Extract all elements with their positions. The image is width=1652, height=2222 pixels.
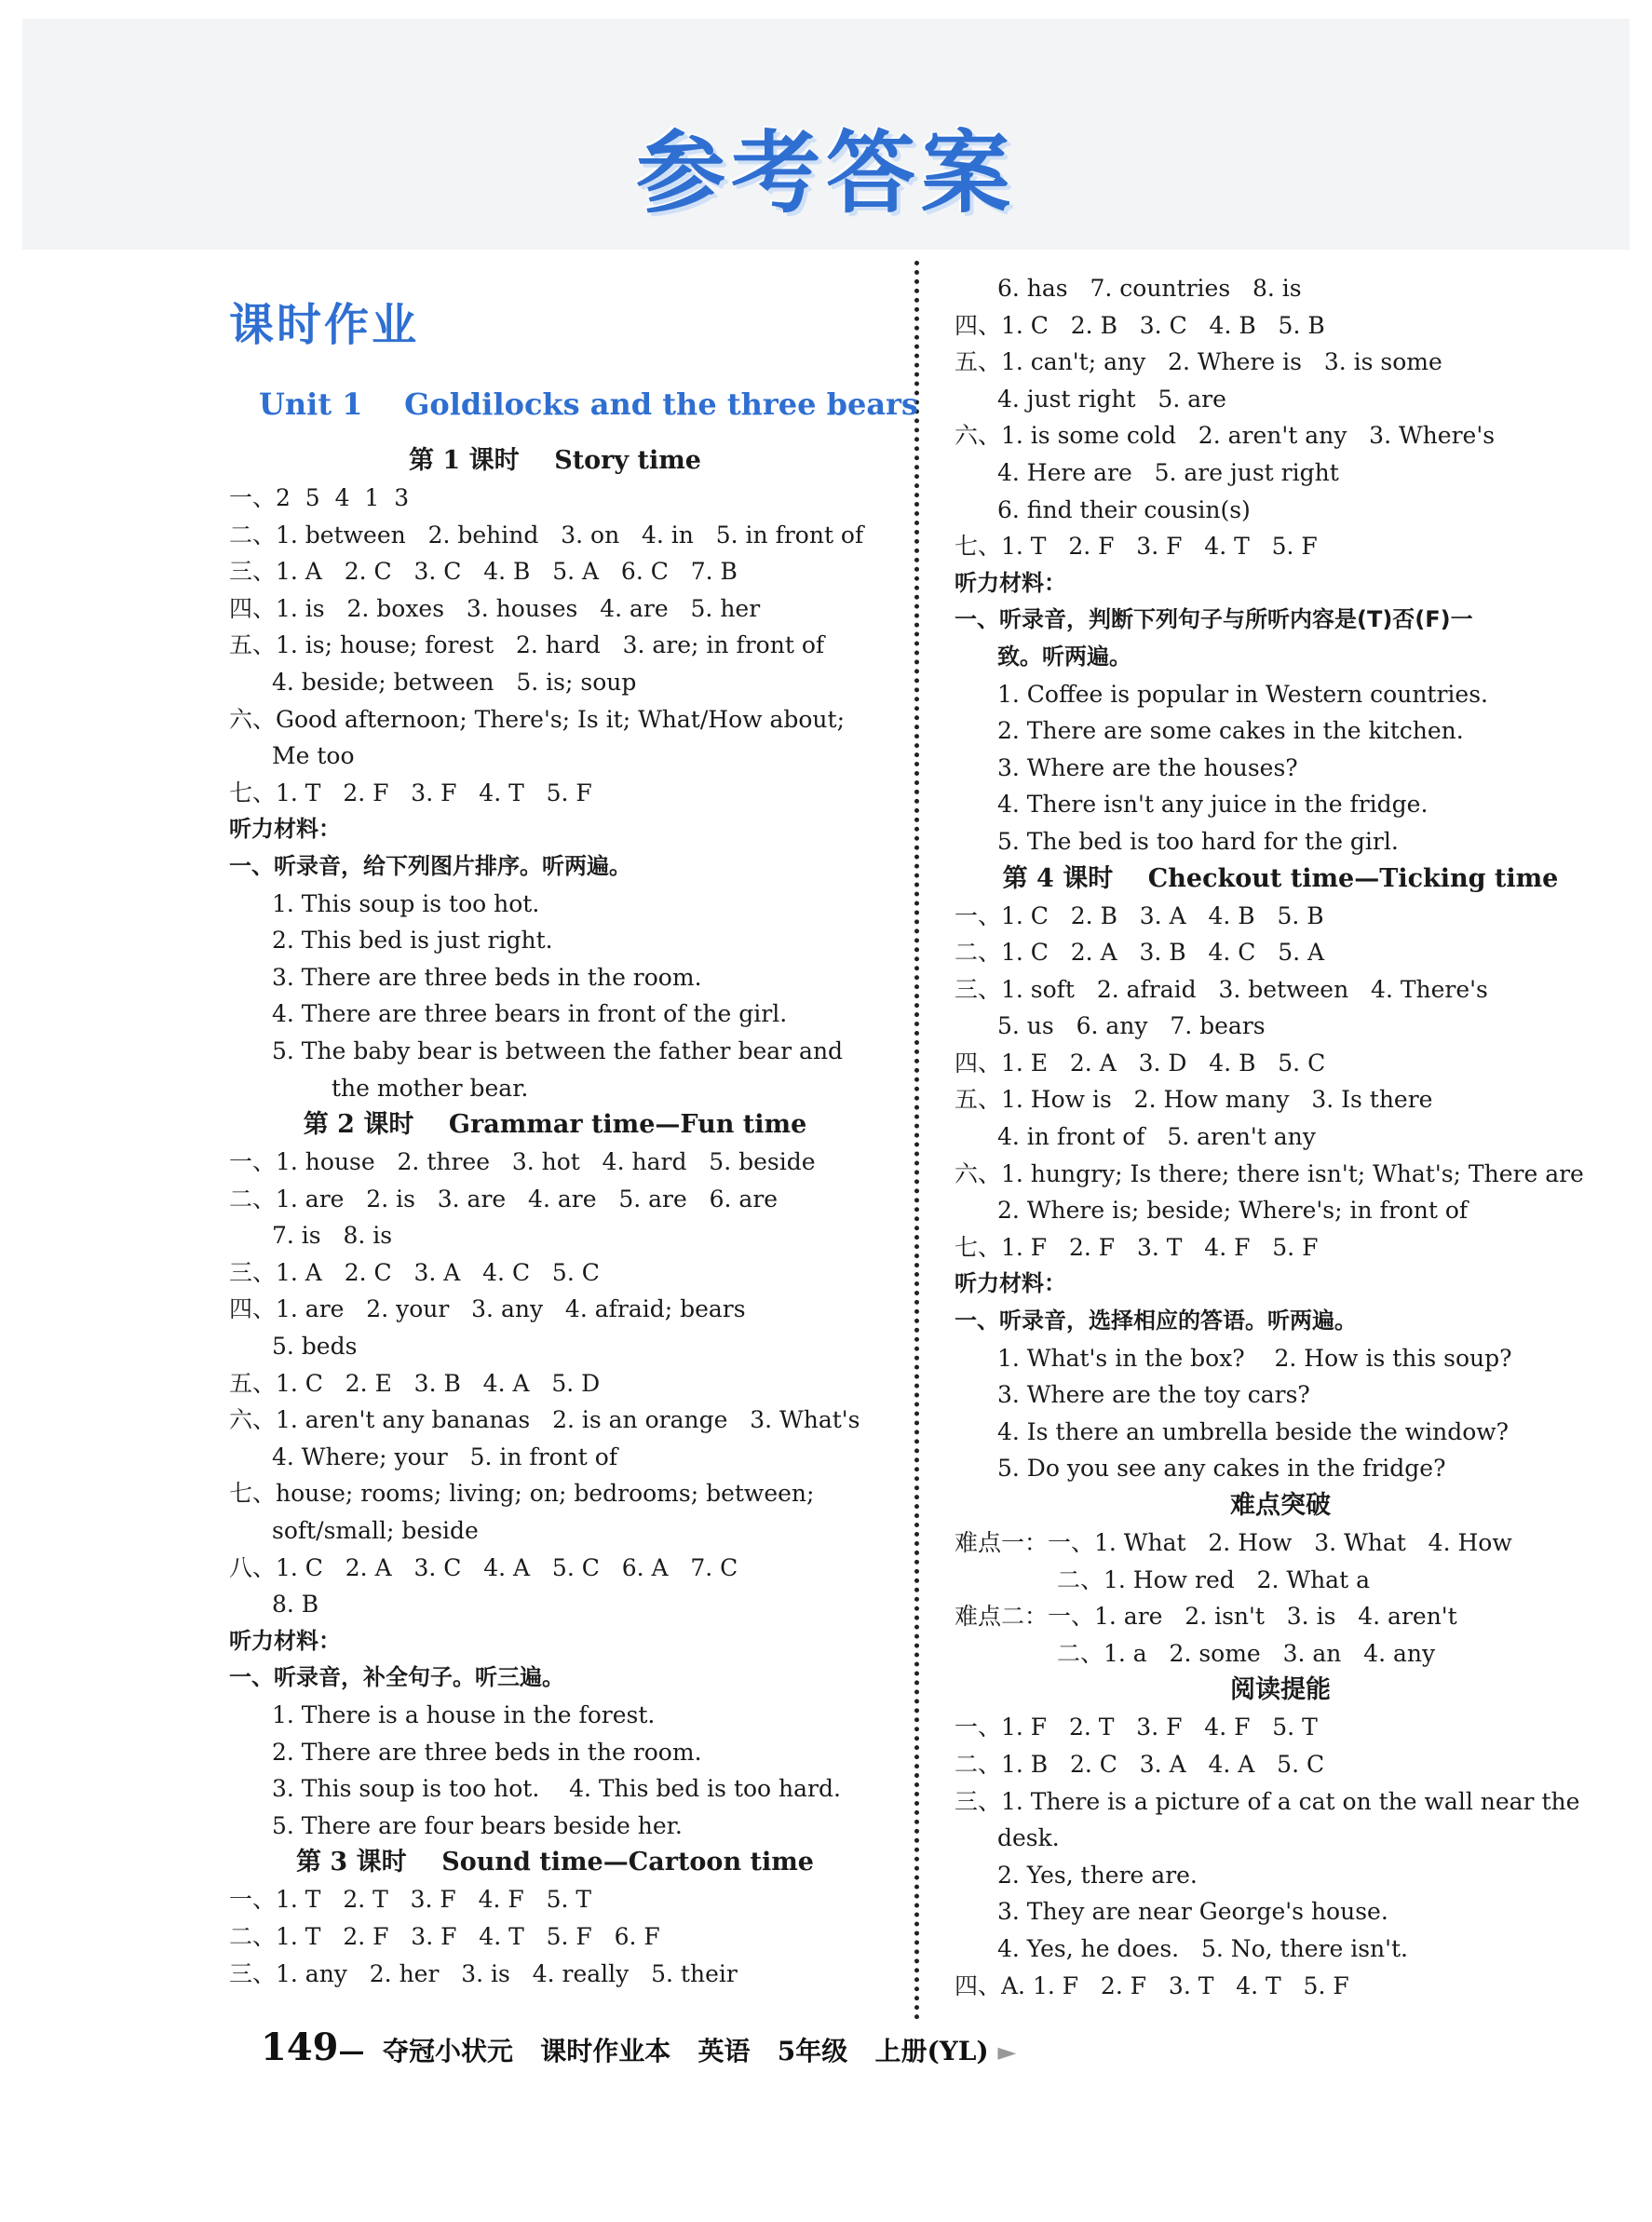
lesson-heading: 第 4 课时 Checkout time—Ticking time: [1002, 863, 1559, 893]
answer-line: 6. has 7. countries 8. is: [997, 275, 1302, 302]
lesson-heading: 第 2 课时 Grammar time—Fun time: [303, 1110, 807, 1140]
answer-line: soft/small; beside: [272, 1517, 479, 1545]
answer-line: 4. beside; between 5. is; soup: [272, 668, 637, 696]
answer-line: 3. Where are the houses?: [997, 753, 1298, 781]
left-column: [229, 270, 918, 1992]
answer-line: 三、1. A 2. C 3. C 4. B 5. A 6. C 7. B: [229, 558, 738, 586]
answer-line: 六、1. hungry; Is there; there isn't; What's; There are: [955, 1159, 1584, 1187]
answer-line: 二、1. How red 2. What a: [1057, 1565, 1370, 1593]
answer-line: 5. The baby bear is between the father bear and: [272, 1036, 844, 1064]
answer-line: 3. They are near George's house.: [997, 1898, 1388, 1926]
answer-line: 听力材料：: [229, 816, 341, 843]
answer-line: 4. Where; your 5. in front of: [272, 1443, 618, 1470]
answer-line: 听力材料：: [955, 569, 1066, 596]
answer-line: 2. Where is; beside; Where's; in front of: [997, 1197, 1469, 1225]
answer-line: 一、听录音，补全句子。听三遍。: [229, 1664, 564, 1691]
lesson-heading: 阅读提能: [1230, 1675, 1331, 1705]
page-number: 149: [261, 2026, 339, 2069]
right-column: [955, 270, 1606, 2004]
answer-line: 5. us 6. any 7. bears: [997, 1012, 1266, 1040]
answer-line: 4. Yes, he does. 5. No, there isn't.: [997, 1934, 1409, 1962]
answer-line: 3. Where are the toy cars?: [997, 1381, 1310, 1409]
answer-line: 1. There is a house in the forest.: [272, 1701, 656, 1728]
answer-line: 一、1. T 2. T 3. F 4. F 5. T: [229, 1886, 592, 1914]
answer-line: the mother bear.: [332, 1074, 529, 1102]
answer-line: 二、1. T 2. F 3. F 4. T 5. F 6. F: [229, 1922, 660, 1950]
answer-line: 4. in front of 5. aren't any: [997, 1123, 1316, 1151]
answer-line: 2. There are three beds in the room.: [272, 1738, 702, 1766]
arrow-icon: ►: [997, 2039, 1017, 2066]
right-answer-list: [955, 270, 1606, 2004]
answer-line: 1. What's in the box? 2. How is this soup?: [997, 1344, 1512, 1372]
page-footer: [261, 2026, 1016, 2069]
answer-line: desk.: [997, 1824, 1060, 1852]
answer-line: 三、1. There is a picture of a cat on the wall near the: [955, 1787, 1580, 1815]
answer-line: 一、听录音，选择相应的答语。听两遍。: [955, 1307, 1357, 1335]
answer-line: 一、听录音，判断下列句子与所听内容是(T)否(F)一: [955, 606, 1473, 633]
answer-line: 六、1. is some cold 2. aren't any 3. Where's: [955, 422, 1496, 450]
answer-line: 3. There are three beds in the room.: [272, 963, 702, 991]
answer-line: 4. There isn't any juice in the fridge.: [997, 791, 1429, 819]
answer-line: 4. Is there an umbrella beside the window?: [997, 1417, 1510, 1445]
column-divider: [914, 261, 919, 2021]
answer-line: 1. This soup is too hot.: [272, 889, 540, 917]
answer-line: 5. beds: [272, 1333, 358, 1361]
answer-line: 2. This bed is just right.: [272, 927, 553, 955]
answer-line: 六、Good afternoon; There's; Is it; What/How about;: [229, 705, 845, 733]
answer-line: 七、1. F 2. F 3. T 4. F 5. F: [955, 1233, 1319, 1261]
page-title: 参考答案: [636, 121, 1016, 225]
answer-line: 一、1. house 2. three 3. hot 4. hard 5. beside: [229, 1148, 816, 1176]
answer-line: 四、1. C 2. B 3. C 4. B 5. B: [955, 311, 1325, 339]
answer-line: 5. There are four bears beside her.: [272, 1811, 683, 1839]
answer-line: 6. find their cousin(s): [997, 495, 1251, 523]
answer-line: 4. Here are 5. are just right: [997, 458, 1339, 486]
answer-line: 5. The bed is too hard for the girl.: [997, 827, 1399, 855]
answer-line: 二、1. between 2. behind 3. on 4. in 5. in front of: [229, 521, 864, 549]
answer-line: 三、1. any 2. her 3. is 4. really 5. their: [229, 1959, 738, 1987]
answer-line: 六、1. aren't any bananas 2. is an orange 3. What's: [229, 1406, 860, 1434]
answer-line: 五、1. is; house; forest 2. hard 3. are; in front of: [229, 631, 825, 659]
lesson-heading: 难点突破: [1230, 1491, 1331, 1520]
answer-line: 三、1. A 2. C 3. A 4. C 5. C: [229, 1258, 600, 1286]
answer-line: 一、1. F 2. T 3. F 4. F 5. T: [955, 1714, 1318, 1741]
answer-line: 8. B: [272, 1591, 319, 1619]
answer-line: 听力材料：: [229, 1627, 341, 1654]
answer-line: 三、1. soft 2. afraid 3. between 4. There's: [955, 975, 1488, 1003]
answer-line: Me too: [272, 742, 355, 770]
answer-line: 3. This soup is too hot. 4. This bed is too hard.: [272, 1775, 841, 1803]
answer-line: 四、1. is 2. boxes 3. houses 4. are 5. her: [229, 594, 761, 622]
lesson-heading: 第 1 课时 Story time: [409, 446, 701, 475]
answer-line: 八、1. C 2. A 3. C 4. A 5. C 6. A 7. C: [229, 1553, 738, 1581]
answer-line: 4. just right 5. are: [997, 385, 1226, 413]
answer-line: 4. There are three bears in front of the girl.: [272, 1000, 788, 1028]
answer-line: 二、1. B 2. C 3. A 4. A 5. C: [955, 1750, 1325, 1778]
answer-line: 五、1. can't; any 2. Where is 3. is some: [955, 348, 1442, 376]
answer-line: 2. Yes, there are.: [997, 1861, 1198, 1889]
answer-line: 四、A. 1. F 2. F 3. T 4. T 5. F: [955, 1971, 1349, 1999]
answer-line: 1. Coffee is popular in Western countries.: [997, 680, 1488, 708]
answer-line: 5. Do you see any cakes in the fridge?: [997, 1455, 1446, 1483]
answer-line: 7. is 8. is: [272, 1222, 393, 1250]
answer-line: 一、1. C 2. B 3. A 4. B 5. B: [955, 901, 1324, 929]
lesson-heading: 第 3 课时 Sound time—Cartoon time: [296, 1848, 814, 1877]
answer-line: 听力材料：: [955, 1270, 1066, 1297]
answer-line: 二、1. a 2. some 3. an 4. any: [1057, 1639, 1436, 1667]
answer-line: 四、1. E 2. A 3. D 4. B 5. C: [955, 1049, 1326, 1077]
answer-line: 七、house; rooms; living; on; bedrooms; between;: [229, 1480, 815, 1508]
answer-line: 致。听两遍。: [997, 643, 1131, 670]
answer-line: 七、1. T 2. F 3. F 4. T 5. F: [229, 779, 592, 806]
answer-line: 难点一：一、1. What 2. How 3. What 4. How: [955, 1529, 1512, 1556]
footer-book-title: — 夺冠小状元 课时作业本 英语 5年级 上册(YL): [338, 2036, 989, 2066]
answer-line: 一、2 5 4 1 3: [229, 484, 410, 511]
answer-line: 二、1. C 2. A 3. B 4. C 5. A: [955, 939, 1325, 967]
section-title: 课时作业: [229, 299, 420, 351]
answer-line: 一、听录音，给下列图片排序。听两遍。: [229, 852, 631, 879]
answer-line: 七、1. T 2. F 3. F 4. T 5. F: [955, 533, 1318, 561]
unit-title: Unit 1 Goldilocks and the three bears: [259, 386, 918, 422]
answer-line: 二、1. are 2. is 3. are 4. are 5. are 6. are: [229, 1185, 779, 1213]
answer-line: 五、1. How is 2. How many 3. Is there: [955, 1086, 1433, 1114]
left-answer-list: [229, 442, 881, 1992]
answer-line: 难点二：一、1. are 2. isn't 3. is 4. aren't: [955, 1603, 1457, 1631]
answer-line: 五、1. C 2. E 3. B 4. A 5. D: [229, 1369, 601, 1397]
answer-line: 四、1. are 2. your 3. any 4. afraid; bears: [229, 1295, 746, 1323]
answer-line: 2. There are some cakes in the kitchen.: [997, 717, 1464, 745]
